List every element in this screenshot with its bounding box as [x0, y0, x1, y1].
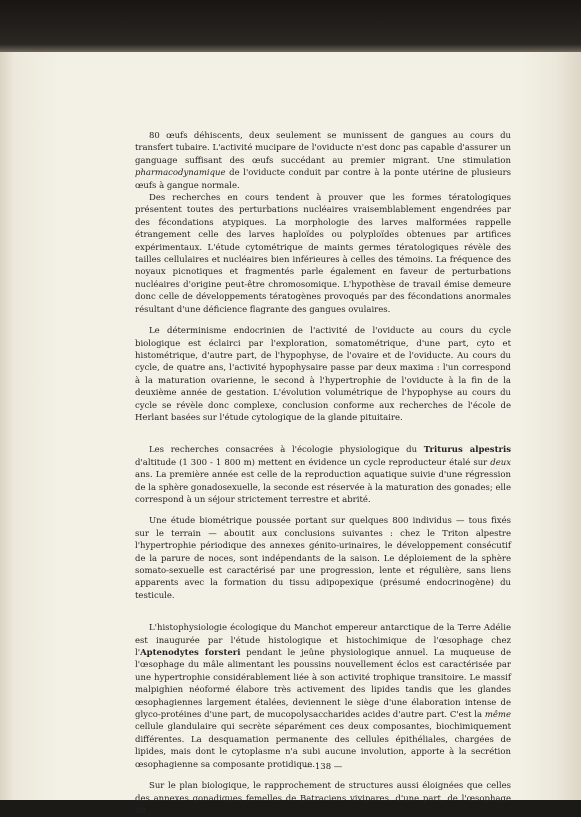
paragraph-teratologie: Des recherches en cours tendent à prouver que les formes tératologiques présentent toutes des perturbations nucléaires vraisemblablement engendrées par des fécondations atypiques. La morphologie des larves malformées rappelle étrangement celle des larves haploïdes ou polyploïdes obtenues par artifices expérimentaux. L'étude cytométrique de maints germes tératologiques révèle des tailles cellulaires et nucléaires bien inférieures à celles des témoins. La fréquence des noyaux picnotiques et fragmentés parle également en faveur de perturbations nucléaires d'origine peut-être chromosomique. L'hypothèse de travail émise demeure donc celle de développements tératogènes provoqués par des fécondations anormales résultant d'une déficience flagrante des gangues ovulaires.: [135, 193, 511, 315]
paragraph-plan-biologique: Sur le plan biologique, le rapprochement de structures aussi éloignées que celles des annexes gonadiques femelles de Batraciens vivipares, d'une part, de l'œsophage du: [135, 781, 511, 816]
paragraph-determinisme: Le déterminisme endocrinien de l'activité de l'oviducte au cours du cycle biologique est éclairci par l'exploration, somatométrique, d'une part, cyto et histométrique, d'autre part, de l'hypophyse, de l'ovaire et de l'oviducte. Au cours du cycle, de quatre ans, l'activité hypophysaire passe par deux maxima : l'un correspond à la maturation ovarienne, le second à l'hypertrophie de l'oviducte à la fin de la deuxième année de gestation. L'évolution volumétrique de l'hypophyse au cours du cycle se révèle donc complexe, conclusion conforme aux recherches de l'école de Herlant basées sur l'étude cytologique de la glande pituitaire.: [135, 326, 511, 423]
paragraph-triturus: Les recherches consacrées à l'écologie physiologique du Triturus alpestris d'altitude (1 300 - 1 800 m) mettent en évidence un cycle reproducteur étalé sur deux ans. La première année est celle de la reproduction aquatique suivie d'une régression de la sphère gonadosexuelle, la seconde est réservée à la maturation des gonades; elle correspond à un séjour strictement terrestre et abrité.: [135, 445, 512, 505]
paragraph-ganguage: 80 œufs déhiscents, deux seulement se munissent de gangues au cours du transfert tubaire. L'activité mucipare de l'oviducte n'est donc pas capable d'assurer un ganguage suffisant des œufs succédant au premier migrant. Une stimulation pharmacodynamique de l'oviducte conduit par contre à la ponte utérine de plusieurs œufs à gangue normale.: [135, 131, 511, 191]
page-number: — 138 —: [303, 762, 343, 772]
scanner-border: [0, 0, 581, 52]
page-body: [135, 130, 511, 817]
paragraph-biometrie: Une étude biométrique poussée portant sur quelques 800 individus — tous fixés sur le terrain — aboutit aux conclusions suivantes : chez le Triton alpestre l'hypertrophie périodique des annexes génito-urinaires, le développement consécutif de la parure de noces, sont indépendants de la saison. Le déploiement de la sphère somato-sexuelle est caractérisé par une progression, lente et régulière, sans liens apparents avec la formation du tissu adipopexique (présumé endocrinogène) du testicule.: [135, 516, 511, 601]
paragraph-manchot: L'histophysiologie écologique du Manchot empereur antarctique de la Terre Adélie est inaugurée par l'étude histologique et histochimique de l'œsophage chez l'Aptenodytes forsteri pendant le jeûne physiologique annuel. La muqueuse de l'œsophage du mâle alimentant les poussins nouvellement éclos est caractérisée par une hypertrophie considérablement liée à son activité trophique transitoire. Le massif malpighien néoformé élabore très activement des lipides tandis que les glandes œsophagiennes largement étalées, deviennent le siège d'une élaboration intense de glyco-protéines d'une part, de mucopolysaccharides acides d'autre part. C'est la même cellule glandulaire qui secrète séparément ces deux composantes, biochimiquement différentes. La desquamation permanente des cellules épithéliales, chargées de lipides, mais dont le cytoplasme n'a subi aucune involution, apporte à la secrétion œsophagienne sa composante protidique.: [135, 623, 511, 770]
